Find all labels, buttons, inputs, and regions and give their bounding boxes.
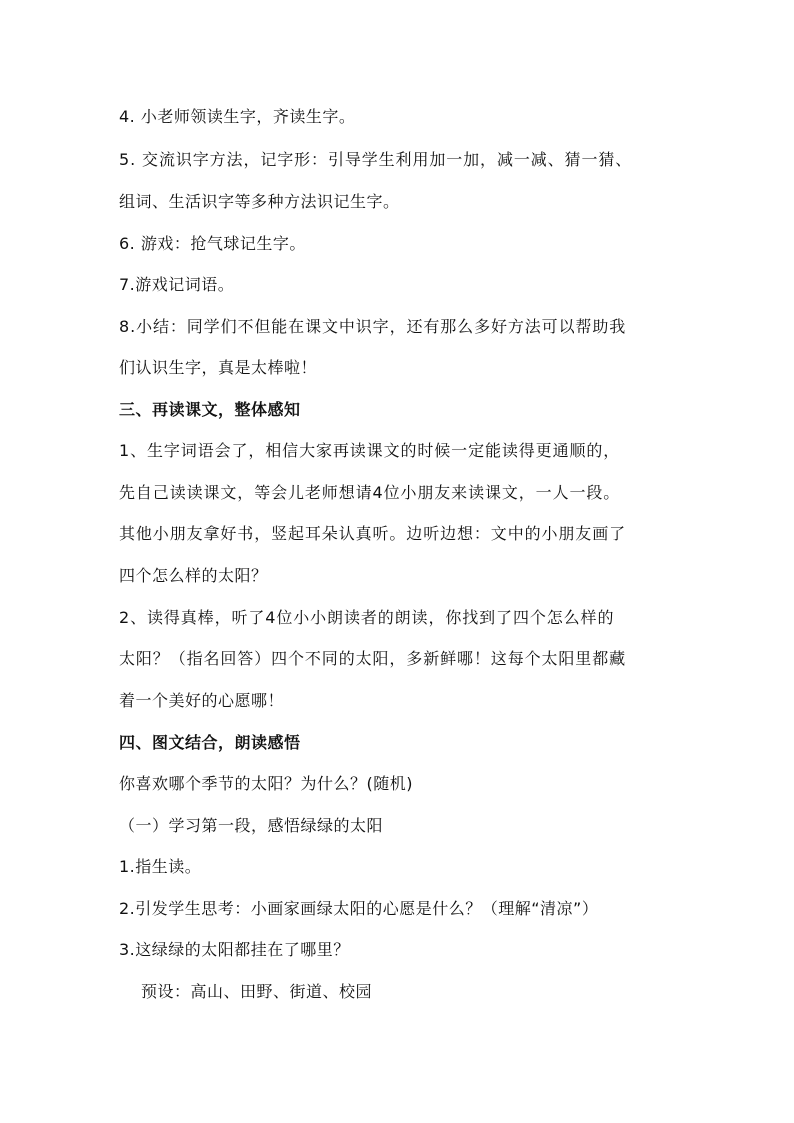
step-4-text: 4. 小老师领读生字，齐读生字。 <box>119 107 356 126</box>
step-8-text-line-2: 们认识生字，真是太棒啦！ <box>119 358 318 377</box>
section-3-paragraph-1-line-3: 其他小朋友拿好书，竖起耳朵认真听。边听边想：文中的小朋友画了 <box>119 524 627 543</box>
section-3-paragraph-2-line-3: 着一个美好的心愿哪！ <box>119 691 285 710</box>
section-4-heading: 四、图文结合，朗读感悟 <box>119 733 301 752</box>
step-5-text-line-1: 5. 交流识字方法，记字形：引导学生利用加一加，减一减、猜一猜、 <box>119 150 633 169</box>
preset-answer: 预设：高山、田野、街道、校园 <box>141 982 373 1001</box>
section-3-paragraph-1-line-1: 1、生字词语会了，相信大家再读课文的时候一定能读得更通顺的， <box>119 441 621 460</box>
subsection-1-heading: （一）学习第一段，感悟绿绿的太阳 <box>119 816 384 835</box>
section-3-paragraph-2-line-1: 2、读得真棒，听了4位小小朗读者的朗读，你找到了四个怎么样的 <box>119 608 615 627</box>
section-3-paragraph-1-line-4: 四个怎么样的太阳？ <box>119 566 268 585</box>
subsection-step-2: 2.引发学生思考：小画家画绿太阳的心愿是什么？（理解“清凉”） <box>119 899 599 918</box>
step-8-text-line-1: 8.小结：同学们不但能在课文中识字，还有那么多好方法可以帮助我 <box>119 317 627 336</box>
step-7-text: 7.游戏记词语。 <box>119 275 235 294</box>
step-5-text-line-2: 组词、生活识字等多种方法识记生字。 <box>119 192 400 211</box>
section-3-paragraph-1-line-2: 先自己读读课文，等会儿老师想请4位小朋友来读课文，一人一段。 <box>119 483 621 502</box>
subsection-step-3: 3.这绿绿的太阳都挂在了哪里？ <box>119 940 350 959</box>
section-3-paragraph-2-line-2: 太阳？（指名回答）四个不同的太阳，多新鲜哪！这每个太阳里都藏 <box>119 649 627 668</box>
season-question: 你喜欢哪个季节的太阳？为什么？(随机) <box>119 774 413 793</box>
step-6-text: 6. 游戏：抢气球记生字。 <box>119 234 306 253</box>
section-3-heading: 三、再读课文，整体感知 <box>119 400 301 419</box>
subsection-step-1: 1.指生读。 <box>119 857 202 876</box>
